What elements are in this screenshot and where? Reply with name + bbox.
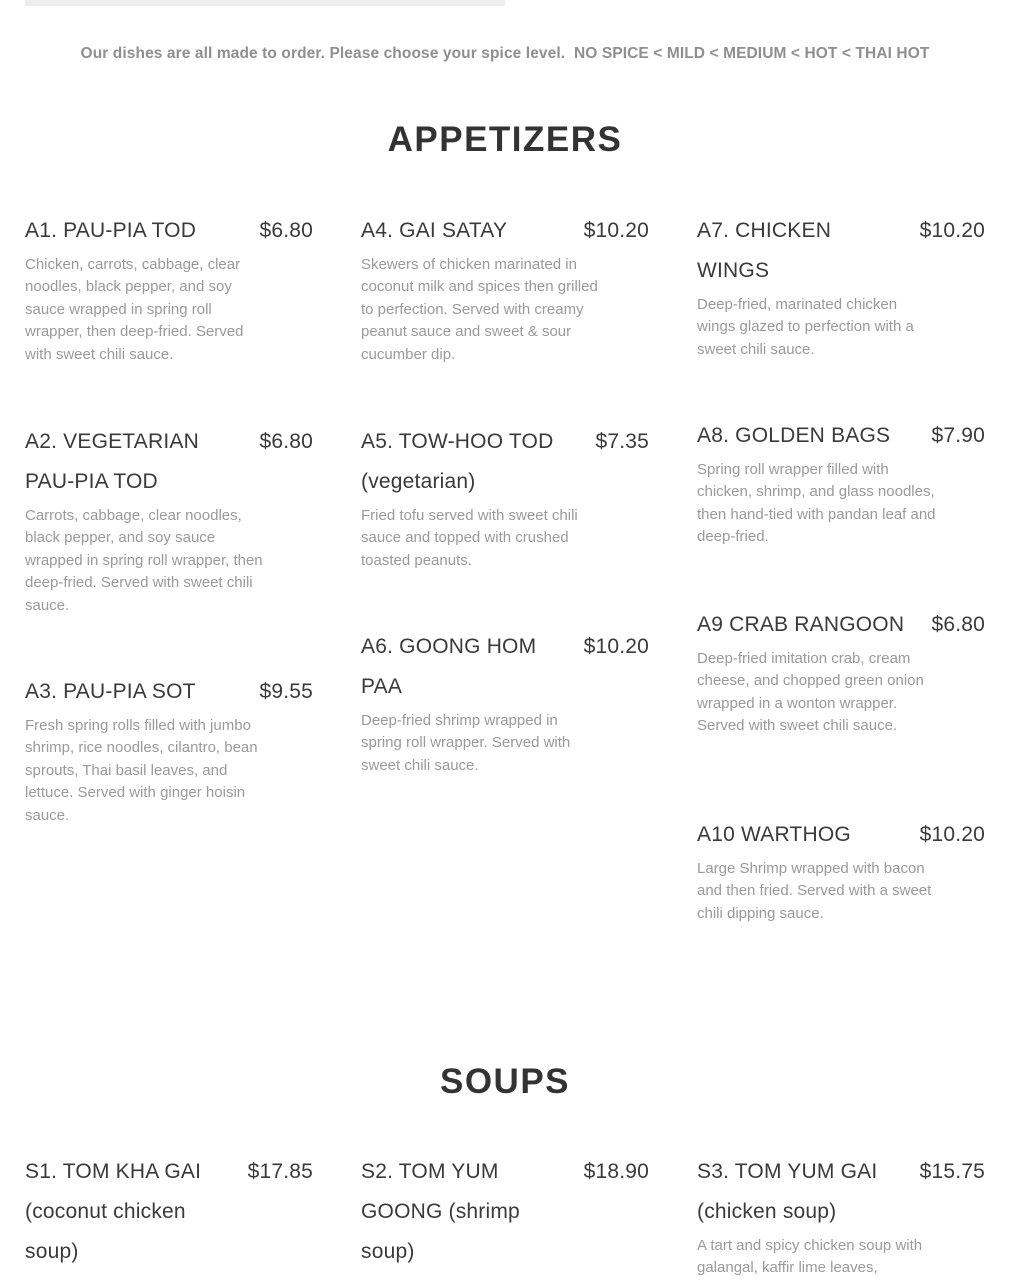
item-price: $10.20 <box>919 823 985 846</box>
menu-item-a5 <box>361 422 649 572</box>
menu-item-a8 <box>697 416 985 549</box>
item-price: $10.20 <box>583 635 649 658</box>
menu-item-a7 <box>697 211 985 361</box>
item-name: S1. TOM KHA GAI (coconut chicken soup) <box>25 1160 202 1263</box>
item-description: Chicken, carrots, cabbage, clear noodles, black pepper, and soy sauce wrapped in spring roll wrapper, then deep-fried. Served with sweet chili sauce. <box>25 256 244 363</box>
item-description: Fresh spring rolls filled with jumbo shrimp, rice noodles, cilantro, bean sprouts, Thai basil leaves, and lettuce. Served with ginger hoisin sauce. <box>25 717 258 824</box>
item-price: $6.80 <box>259 219 313 242</box>
menu-item-a4 <box>361 211 649 366</box>
menu-item-s2 <box>361 1152 649 1272</box>
item-name: A2. VEGETARIAN PAU-PIA TOD <box>25 430 199 493</box>
top-divider <box>25 0 505 6</box>
item-name: S3. TOM YUM GAI (chicken soup) <box>697 1160 878 1223</box>
item-description: Deep-fried, marinated chicken wings glazed to perfection with a sweet chili sauce. <box>697 296 914 358</box>
spice-level-note: Our dishes are all made to order. Please choose your spice level. NO SPICE < MILD < MEDIUM < HOT < THAI HOT <box>80 45 930 62</box>
item-description: Spring roll wrapper filled with chicken, shrimp, and glass noodles, then hand-tied with pandan leaf and deep-fried. <box>697 461 936 546</box>
menu-item-a10 <box>697 815 985 925</box>
item-name: A7. CHICKEN WINGS <box>697 219 832 282</box>
item-description: Skewers of chicken marinated in coconut milk and spices then grilled to perfection. Served with creamy peanut sauce and sweet & sour cucumber dip. <box>361 256 598 363</box>
menu-item-a9 <box>697 605 985 738</box>
item-name: A1. PAU-PIA TOD <box>25 219 197 242</box>
item-name: A8. GOLDEN BAGS <box>697 424 891 447</box>
item-price: $6.80 <box>931 613 985 636</box>
item-price: $15.75 <box>919 1160 985 1183</box>
item-name: A3. PAU-PIA SOT <box>25 680 196 703</box>
item-name: S2. TOM YUM GOONG (shrimp soup) <box>361 1160 520 1263</box>
item-description: A tart and spicy chicken soup with galangal, kaffir lime leaves, <box>697 1237 923 1277</box>
menu-item-a1 <box>25 211 313 366</box>
item-price: $17.85 <box>247 1160 313 1183</box>
item-description: Carrots, cabbage, clear noodles, black pepper, and soy sauce wrapped in spring roll wrapper, then deep-fried. Served with sweet chili sauce. <box>25 507 263 614</box>
soups-heading: SOUPS <box>439 1062 571 1101</box>
item-name: A9 CRAB RANGOON <box>697 613 905 636</box>
item-price: $10.20 <box>919 219 985 242</box>
item-name: A5. TOW-HOO TOD (vegetarian) <box>361 430 554 493</box>
item-description: Deep-fried shrimp wrapped in spring roll wrapper. Served with sweet chili sauce. <box>361 712 571 774</box>
menu-item-a2 <box>25 422 313 617</box>
item-description: Deep-fried imitation crab, cream cheese, and chopped green onion wrapped in a wonton wrapper. Served with sweet chili sauce. <box>697 650 924 735</box>
menu-item-s1 <box>25 1152 313 1272</box>
item-price: $7.35 <box>595 430 649 453</box>
item-description: Fried tofu served with sweet chili sauce and topped with crushed toasted peanuts. <box>361 507 578 569</box>
item-description: Large Shrimp wrapped with bacon and then fried. Served with a sweet chili dipping sauce. <box>697 860 932 922</box>
menu-item-s3 <box>697 1152 985 1280</box>
item-name: A10 WARTHOG <box>697 823 851 846</box>
item-price: $6.80 <box>259 430 313 453</box>
item-name: A6. GOONG HOM PAA <box>361 635 537 698</box>
menu-item-a3 <box>25 672 313 827</box>
item-price: $7.90 <box>931 424 985 447</box>
item-name: A4. GAI SATAY <box>361 219 508 242</box>
menu-item-a6 <box>361 627 649 777</box>
item-price: $18.90 <box>583 1160 649 1183</box>
appetizers-heading: APPETIZERS <box>387 120 623 159</box>
item-price: $10.20 <box>583 219 649 242</box>
item-price: $9.55 <box>259 680 313 703</box>
